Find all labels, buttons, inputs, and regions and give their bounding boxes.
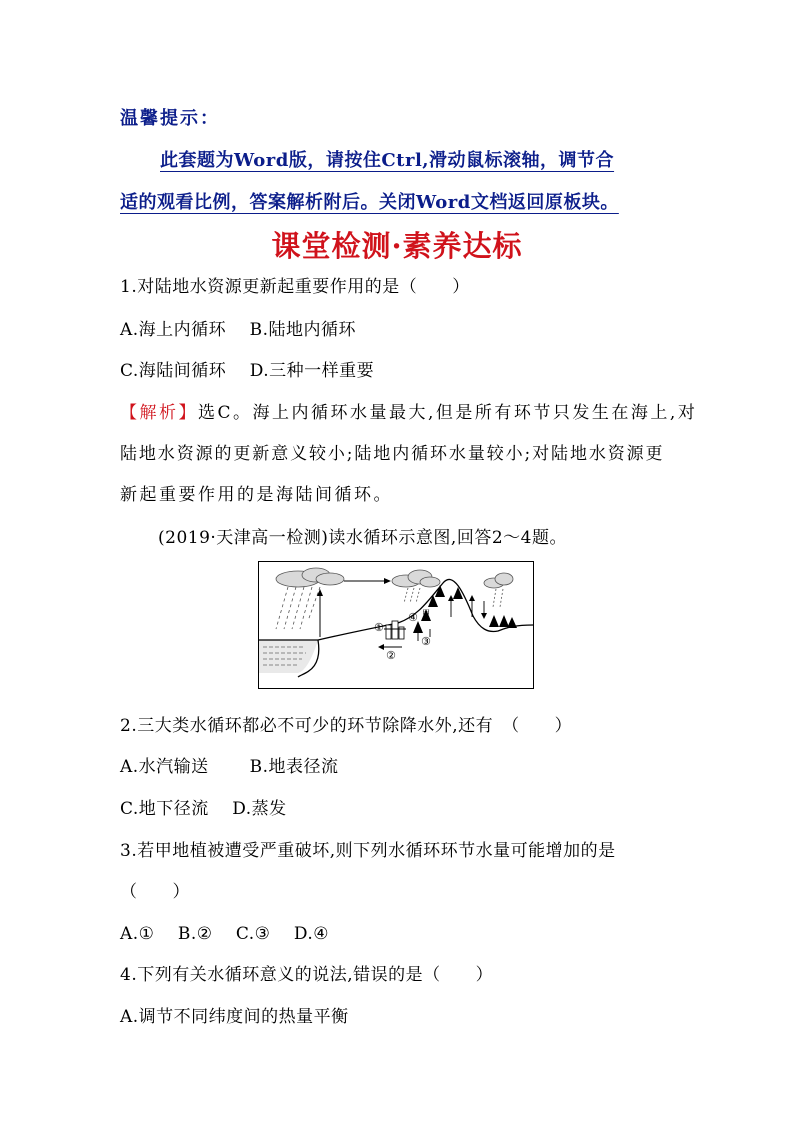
question-3-stem-1: 3.若甲地植被遭受严重破坏,则下列水循环环节水量可能增加的是 bbox=[120, 841, 616, 861]
tip-line-1: 此套题为Word版，请按住Ctrl,滑动鼠标滚轴，调节合 bbox=[160, 150, 615, 171]
water-cycle-diagram bbox=[258, 561, 534, 689]
question-2-options-ab: A.水汽输送 B.地表径流 bbox=[120, 757, 339, 777]
question-3-stem-2: （ ） bbox=[120, 882, 190, 902]
question-4-stem: 4.下列有关水循环意义的说法,错误的是（ ） bbox=[120, 965, 494, 985]
section-heading: 课堂检测·素养达标 bbox=[271, 229, 523, 263]
building bbox=[386, 625, 391, 639]
question-2-stem: 2.三大类水循环都必不可少的环节除降水外,还有 （ ） bbox=[120, 716, 573, 736]
analysis-tag: 【解析】 bbox=[120, 403, 198, 423]
question-2-options-cd: C.地下径流 D.蒸发 bbox=[120, 799, 287, 819]
label-jia: 甲 bbox=[422, 609, 430, 618]
analysis-line-3: 新起重要作用的是海陆间循环。 bbox=[120, 485, 393, 505]
analysis-line-1 bbox=[120, 398, 697, 423]
question-1-stem: 1.对陆地水资源更新起重要作用的是（ ） bbox=[120, 277, 470, 297]
tip-title: 温馨提示： bbox=[120, 108, 220, 129]
question-1-options-ab: A.海上内循环 B.陆地内循环 bbox=[120, 320, 356, 340]
analysis-line-2: 陆地水资源的更新意义较小;陆地内循环水量较小;对陆地水资源更 bbox=[120, 444, 665, 464]
label-3: ③ bbox=[421, 635, 431, 648]
question-3-options: A.① B.② C.③ D.④ bbox=[120, 924, 329, 944]
analysis-text-1: 选C。海上内循环水量最大,但是所有环节只发生在海上,对 bbox=[198, 403, 698, 423]
label-2: ② bbox=[386, 649, 396, 662]
water-cycle-figure bbox=[258, 561, 534, 689]
figure-intro: (2019·天津高一检测)读水循环示意图,回答2～4题。 bbox=[158, 528, 567, 548]
question-4-option-a: A.调节不同纬度间的热量平衡 bbox=[120, 1007, 349, 1027]
label-1: ① bbox=[374, 621, 384, 634]
tip-line-2: 适的观看比例，答案解析附后。关闭Word文档返回原板块。 bbox=[120, 192, 619, 213]
question-1-options-cd: C.海陆间循环 D.三种一样重要 bbox=[120, 361, 375, 381]
label-4: ④ bbox=[408, 611, 418, 624]
